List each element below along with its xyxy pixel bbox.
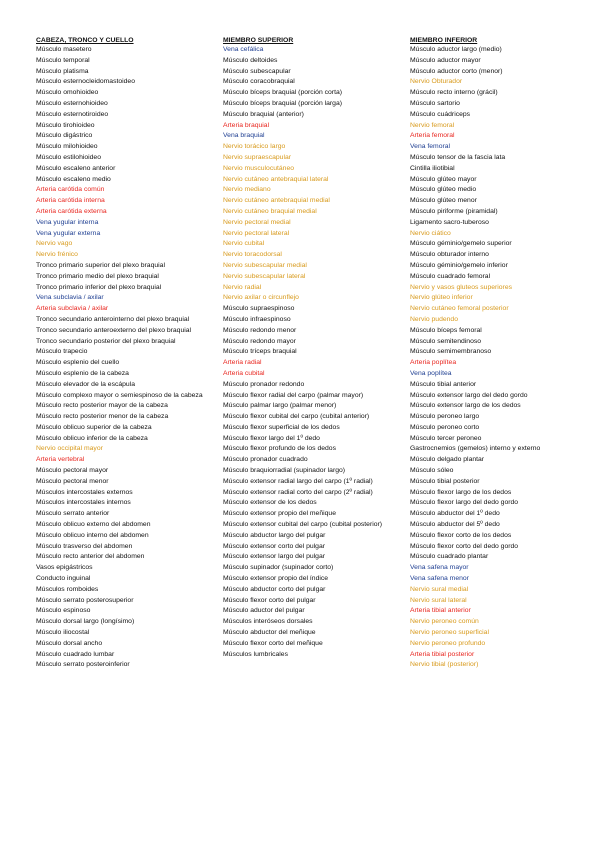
list-item: Músculo flexor largo del dedo gordo	[410, 499, 519, 507]
list-item: Músculo flexor cubital del carpo (cubital anterior)	[223, 413, 370, 421]
list-item: Vena femoral	[410, 143, 451, 151]
list-item: Músculo trasverso del abdomen	[36, 542, 133, 550]
list-item: Músculo recto anterior del abdomen	[36, 553, 145, 561]
list-item: Músculo serrato posterosuperior	[36, 596, 134, 604]
list-item: Nervio sural medial	[410, 585, 469, 593]
list-item: Músculo flexor profundo de los dedos	[223, 445, 336, 453]
list-item: Vena safena mayor	[410, 564, 469, 572]
list-item: Vena subclavia / axilar	[36, 294, 104, 302]
column-title: CABEZA, TRONCO Y CUELLO	[36, 37, 134, 44]
list-item: Vena poplítea	[410, 369, 452, 377]
list-item: Músculo braquiorradial (supinador largo)	[223, 467, 346, 475]
list-item: Nervio ciático	[410, 229, 451, 237]
list-item: Nervio peroneo común	[410, 618, 479, 626]
list-item: Músculo extensor largo de los dedos	[410, 402, 521, 410]
list-item: Arteria carótida común	[36, 186, 105, 194]
list-item: Músculo subescapular	[223, 67, 291, 75]
list-item: Vena cefálica	[223, 46, 264, 53]
list-item: Nervio pectoral medial	[223, 218, 291, 226]
list-item: Músculo pronador redondo	[223, 380, 305, 388]
list-item: Músculo sartorio	[410, 99, 460, 107]
list-item: Músculo iliocostal	[36, 629, 90, 637]
column-upper-limb	[223, 36, 393, 660]
structure-list	[36, 45, 208, 671]
list-item: Músculo cuadrado lumbar	[36, 650, 115, 658]
list-item: Músculos intercostales internos	[36, 499, 131, 507]
list-item: Músculo palmar largo (palmar menor)	[223, 402, 337, 410]
list-item: Músculo flexor largo de los dedos	[410, 488, 512, 496]
list-item: Nervio mediano	[223, 186, 271, 194]
list-item: Músculo peroneo largo	[410, 413, 480, 421]
list-item: Músculo tríceps braquial	[223, 348, 297, 356]
list-item: Músculo tibial posterior	[410, 477, 480, 485]
list-item: Músculo cuadrado plantar	[410, 553, 489, 561]
list-item: Vena yugular externa	[36, 229, 101, 237]
list-item: Músculo géminio/gemelo inferior	[410, 261, 508, 269]
list-item: Músculos interóseos dorsales	[223, 618, 313, 626]
list-item: Músculo complexo mayor o semiespinoso de la cabeza	[36, 391, 203, 399]
list-item: Músculo masetero	[36, 46, 92, 53]
list-item: Músculo extensor largo del dedo gordo	[410, 391, 528, 399]
list-item: Arteria radial	[223, 359, 262, 367]
list-item: Músculo flexor radial del carpo (palmar mayor)	[223, 391, 364, 399]
list-item: Músculo esplenio del cuello	[36, 359, 120, 367]
list-item: Músculo aductor corto (menor)	[410, 67, 503, 75]
list-item: Gastrocnemios (gemelos) interno y externo	[410, 445, 541, 453]
list-item: Ligamento sacro-tuberoso	[410, 218, 489, 226]
list-item: Músculo aductor mayor	[410, 56, 481, 64]
list-item: Músculo flexor corto de los dedos	[410, 531, 512, 539]
list-item: Músculo milohioideo	[36, 143, 98, 151]
list-item: Arteria carótida externa	[36, 207, 107, 215]
list-item: Músculo supraespinoso	[223, 305, 295, 313]
list-item: Músculo abductor del 5º dedo	[410, 521, 500, 529]
list-item: Nervio femoral	[410, 121, 455, 129]
list-item: Músculo coracobraquial	[223, 78, 295, 86]
list-item: Músculo extensor de los dedos	[223, 499, 317, 507]
list-item: Músculo flexor corto del dedo gordo	[410, 542, 519, 550]
list-item: Músculo esternocleidomastoideo	[36, 78, 135, 86]
structure-list	[223, 45, 393, 660]
list-item: Nervio supraescapular	[223, 153, 292, 161]
list-item: Músculo abductor del meñique	[223, 629, 316, 637]
list-item: Músculo géminio/gemelo superior	[410, 240, 512, 248]
list-item: Músculo digástrico	[36, 132, 93, 140]
list-item: Nervio cutáneo braquial medial	[223, 207, 317, 215]
list-item: Músculo aductor largo (medio)	[410, 46, 502, 53]
list-item: Arteria vertebral	[36, 456, 85, 464]
list-item: Arteria femoral	[410, 132, 455, 140]
list-item: Cintilla iliotibial	[410, 164, 455, 172]
column-title: MIEMBRO INFERIOR	[410, 37, 478, 44]
list-item: Tronco secundario posterior del plexo braquial	[36, 337, 176, 345]
list-item: Músculos intercostales externos	[36, 488, 133, 496]
list-item: Músculo glúteo menor	[410, 197, 477, 205]
list-item: Músculo esplenio de la cabeza	[36, 369, 129, 377]
list-item: Nervio cutáneo antebraquial medial	[223, 197, 330, 205]
list-item: Tronco primario medio del plexo braquial	[36, 272, 159, 280]
list-item: Vena safena menor	[410, 575, 469, 583]
list-item: Músculo sóleo	[410, 467, 454, 475]
list-item: Músculo dorsal ancho	[36, 639, 103, 647]
list-item: Músculo redondo mayor	[223, 337, 296, 345]
column-lower-limb	[410, 36, 570, 671]
list-item: Músculo extensor radial largo del carpo (1º radial)	[223, 477, 373, 485]
list-item: Músculo cuádriceps	[410, 110, 471, 118]
list-item: Músculo escaleno anterior	[36, 164, 116, 172]
list-item: Músculo oblicuo inferior de la cabeza	[36, 434, 148, 442]
list-item: Músculo tercer peroneo	[410, 434, 482, 442]
list-item: Músculo elevador de la escápula	[36, 380, 135, 388]
list-item: Músculo esternotiroideo	[36, 110, 109, 118]
list-item: Arteria subclavia / axilar	[36, 305, 109, 313]
list-item: Músculo obturador interno	[410, 251, 489, 259]
list-item: Músculo extensor largo del pulgar	[223, 553, 326, 561]
list-item: Nervio cutáneo antebraquial lateral	[223, 175, 329, 183]
list-item: Músculo semitendinoso	[410, 337, 482, 345]
list-item: Nervio musculocutáneo	[223, 164, 295, 172]
list-item: Tronco secundario anterointerno del plexo braquial	[36, 315, 190, 323]
list-item: Músculo oblicuo superior de la cabeza	[36, 423, 152, 431]
list-item: Músculo pectoral mayor	[36, 467, 109, 475]
list-item: Músculo serrato anterior	[36, 510, 110, 518]
list-item: Músculo deltoides	[223, 56, 278, 64]
list-item: Músculo temporal	[36, 56, 90, 64]
column-title: MIEMBRO SUPERIOR	[223, 37, 294, 44]
list-item: Músculo recto posterior mayor de la cabeza	[36, 402, 168, 410]
list-item: Nervio tibial (posterior)	[410, 661, 479, 669]
list-item: Músculo tibial anterior	[410, 380, 477, 388]
list-item: Nervio occipital mayor	[36, 445, 103, 453]
list-item: Músculo semimembranoso	[410, 348, 492, 356]
list-item: Músculo bíceps braquial (porción larga)	[223, 99, 343, 107]
list-item: Tronco primario superior del plexo braquial	[36, 261, 165, 269]
list-item: Nervio cutáneo femoral posterior	[410, 305, 509, 313]
list-item: Músculo delgado plantar	[410, 456, 485, 464]
list-item: Músculo cuadrado femoral	[410, 272, 491, 280]
list-item: Músculo pectoral menor	[36, 477, 109, 485]
list-item: Músculo piriforme (piramidal)	[410, 207, 498, 215]
list-item: Músculo omohioideo	[36, 89, 99, 97]
list-item: Músculo aductor del pulgar	[223, 607, 305, 615]
list-item: Músculo extensor propio del meñique	[223, 510, 336, 518]
list-item: Nervio vago	[36, 240, 73, 248]
list-item: Músculo bíceps femoral	[410, 326, 482, 334]
list-item: Músculo supinador (supinador corto)	[223, 564, 334, 572]
list-item: Tronco primario inferior del plexo braquial	[36, 283, 162, 291]
list-item: Vena braquial	[223, 132, 265, 140]
list-item: Conducto inguinal	[36, 575, 91, 583]
list-item: Músculo abductor corto del pulgar	[223, 585, 326, 593]
list-item: Músculo flexor superficial de los dedos	[223, 423, 340, 431]
list-item: Nervio glúteo inferior	[410, 294, 473, 302]
list-item: Nervio sural lateral	[410, 596, 467, 604]
list-item: Nervio radial	[223, 283, 262, 291]
list-item: Músculo flexor largo del 1º dedo	[223, 434, 320, 442]
list-item: Músculos lumbricales	[223, 650, 288, 658]
list-item: Músculo abductor del 1º dedo	[410, 510, 500, 518]
list-item: Músculo braquial (anterior)	[223, 110, 304, 118]
list-item: Arteria tibial anterior	[410, 607, 471, 615]
list-item: Músculo serrato posteroinferior	[36, 661, 130, 669]
list-item: Músculo oblicuo externo del abdomen	[36, 521, 151, 529]
list-item: Músculo pronador cuadrado	[223, 456, 308, 464]
list-item: Nervio peroneo superficial	[410, 629, 489, 637]
list-item: Vena yugular interna	[36, 218, 99, 226]
list-item: Nervio pectoral lateral	[223, 229, 290, 237]
list-item: Músculo glúteo mayor	[410, 175, 477, 183]
list-item: Nervio torácico largo	[223, 143, 286, 151]
list-item: Músculo abductor largo del pulgar	[223, 531, 326, 539]
list-item: Músculo bíceps braquial (porción corta)	[223, 89, 343, 97]
list-item: Músculo redondo menor	[223, 326, 297, 334]
list-item: Tronco secundario anteroexterno del plexo braquial	[36, 326, 192, 334]
list-item: Músculos romboides	[36, 585, 99, 593]
list-item: Músculo tensor de la fascia lata	[410, 153, 506, 161]
list-item: Músculo peroneo corto	[410, 423, 480, 431]
list-item: Arteria tibial posterior	[410, 650, 475, 658]
list-item: Músculo glúteo medio	[410, 186, 477, 194]
column-head-trunk-neck	[36, 36, 208, 671]
structure-list	[410, 45, 570, 671]
list-item: Músculo extensor propio del índice	[223, 575, 329, 583]
list-item: Arteria cubital	[223, 369, 265, 377]
list-item: Músculo flexor corto del meñique	[223, 639, 323, 647]
list-item: Músculo escaleno medio	[36, 175, 111, 183]
list-item: Nervio toracodorsal	[223, 251, 282, 259]
list-item: Nervio Obturador	[410, 78, 463, 86]
list-item: Músculo estilohioideo	[36, 153, 101, 161]
list-item: Nervio axilar o circunflejo	[223, 294, 299, 302]
list-item: Músculo extensor radial corto del carpo (2º radial)	[223, 488, 373, 496]
list-item: Músculo platisma	[36, 67, 89, 75]
list-item: Nervio subescapular lateral	[223, 272, 306, 280]
list-item: Arteria poplítea	[410, 359, 457, 367]
list-item: Músculo espinoso	[36, 607, 91, 615]
list-item: Músculo recto interno (grácil)	[410, 89, 498, 97]
list-item: Músculo recto posterior menor de la cabeza	[36, 413, 169, 421]
list-item: Músculo trapecio	[36, 348, 88, 356]
list-item: Músculo esternohioideo	[36, 99, 108, 107]
list-item: Nervio cubital	[223, 240, 265, 248]
list-item: Músculo extensor corto del pulgar	[223, 542, 326, 550]
list-item: Músculo flexor corto del pulgar	[223, 596, 316, 604]
list-item: Músculo oblicuo interno del abdomen	[36, 531, 149, 539]
list-item: Nervio y vasos gluteos superiores	[410, 283, 512, 291]
list-item: Arteria braquial	[223, 121, 270, 129]
list-item: Músculo infraespinoso	[223, 315, 291, 323]
list-item: Arteria carótida interna	[36, 197, 105, 205]
list-item: Músculo extensor cubital del carpo (cubital posterior)	[223, 521, 383, 529]
list-item: Nervio frénico	[36, 251, 78, 259]
list-item: Músculo tirohioideo	[36, 121, 95, 129]
list-item: Músculo dorsal largo (longísimo)	[36, 618, 135, 626]
list-item: Nervio subescapular medial	[223, 261, 307, 269]
list-item: Vasos epigástricos	[36, 564, 93, 572]
list-item: Nervio pudendo	[410, 315, 458, 323]
list-item: Nervio peroneo profundo	[410, 639, 486, 647]
